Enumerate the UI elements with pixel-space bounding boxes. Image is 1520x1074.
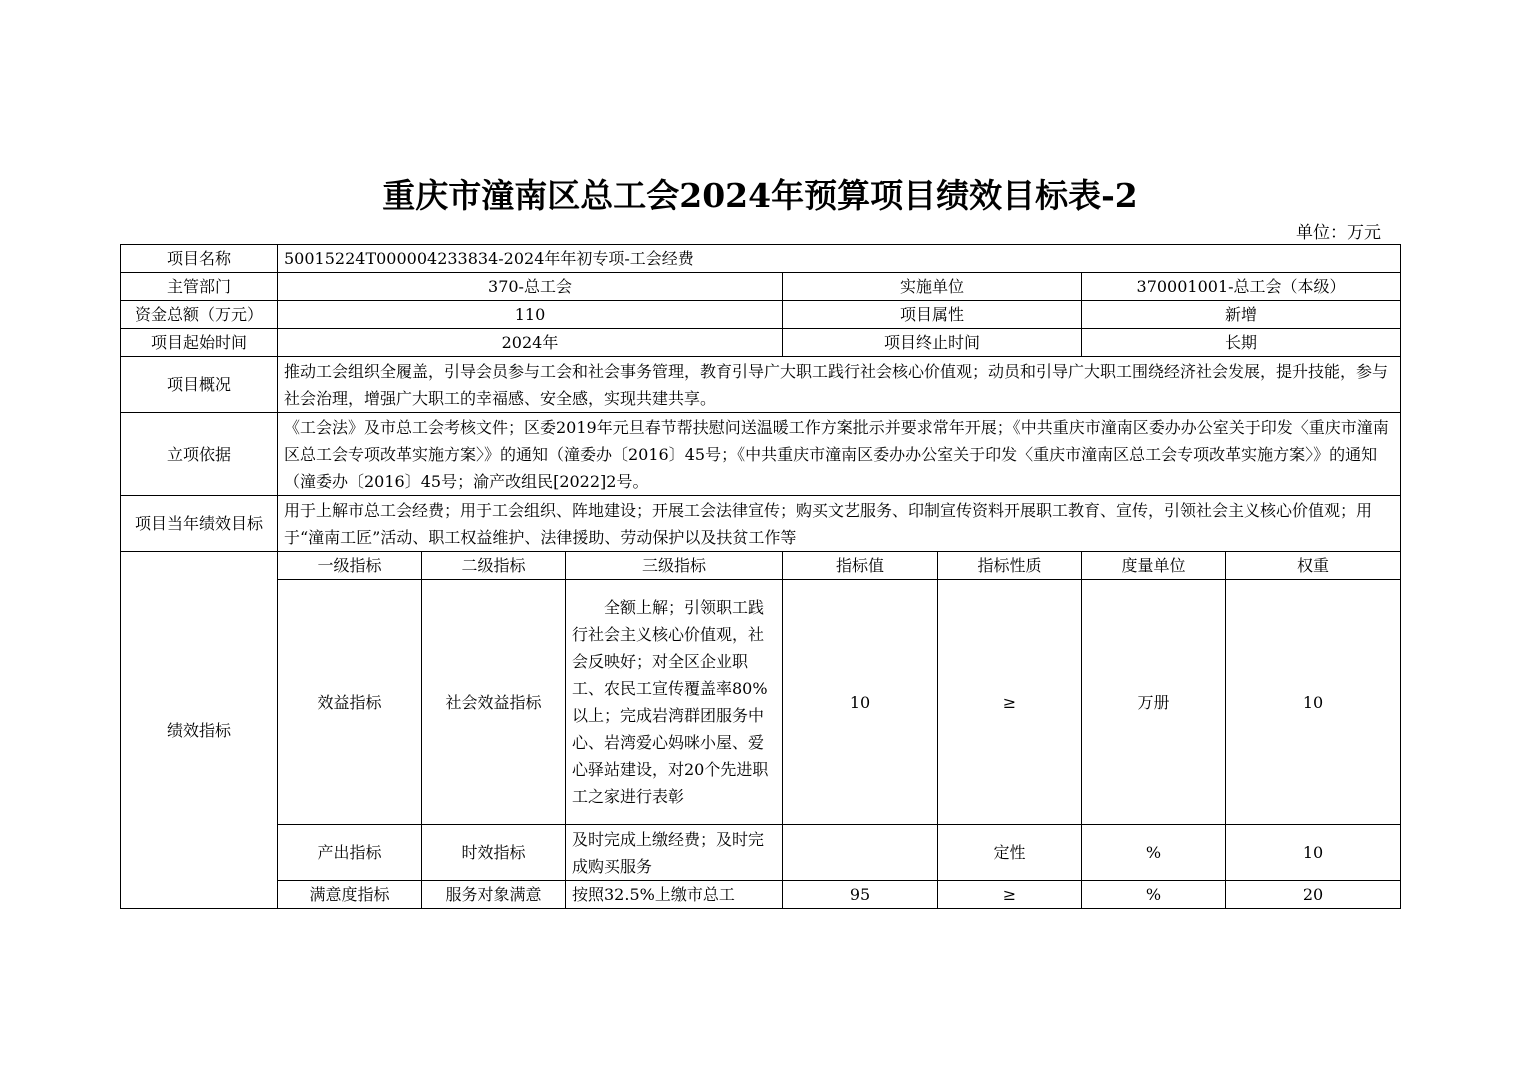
table-row [121, 580, 1401, 825]
row2-nature: 定性 [938, 825, 1082, 881]
goal-value: 用于上解市总工会经费；用于工会组织、阵地建设；开展工会法律宣传；购买文艺服务、印制宣传资料开展职工教育、宣传，引领社会主义核心价值观；用于“潼南工匠”活动、职工权益维护、法律援助、劳动保护以及扶贫工作等 [278, 496, 1401, 552]
goal-label: 项目当年绩效目标 [121, 496, 278, 552]
row1-level3: 全额上解；引领职工践行社会主义核心价值观，社会反映好；对全区企业职工、农民工宣传覆盖率80%以上；完成岩湾群团服务中心、岩湾爱心妈咪小屋、爱心驿站建设，对20个先进职工之家进行表彰 [566, 580, 783, 825]
attr-value: 新增 [1082, 301, 1401, 329]
basis-label: 立项依据 [121, 413, 278, 496]
basis-value: 《工会法》及市总工会考核文件；区委2019年元旦春节帮扶慰问送温暖工作方案批示并要求常年开展；《中共重庆市潼南区委办办公室关于印发〈重庆市潼南区总工会专项改革实施方案〉》的通知（潼委办〔2016〕45号；《中共重庆市潼南区委办办公室关于印发〈重庆市潼南区总工会专项改革实施方案〉》的通知（潼委办〔2016〕45号；渝产改组民[2022]2号。 [278, 413, 1401, 496]
row3-nature: ≥ [938, 881, 1082, 909]
row2-value [783, 825, 938, 881]
end-value: 长期 [1082, 329, 1401, 357]
attr-label: 项目属性 [783, 301, 1082, 329]
dept-value: 370-总工会 [278, 273, 783, 301]
project-name-label: 项目名称 [121, 245, 278, 273]
row2-unit: % [1082, 825, 1226, 881]
page-title: 重庆市潼南区总工会2024年预算项目绩效目标表-2 [382, 176, 1138, 215]
row2-level2: 时效指标 [422, 825, 566, 881]
table-row [121, 273, 1401, 301]
header-level3: 三级指标 [566, 552, 783, 580]
dept-label: 主管部门 [121, 273, 278, 301]
overview-value: 推动工会组织全履盖，引导会员参与工会和社会事务管理，教育引导广大职工践行社会核心价值观；动员和引导广大职工围绕经济社会发展，提升技能，参与社会治理，增强广大职工的幸福感、安全感，实现共建共享。 [278, 357, 1401, 413]
header-level2: 二级指标 [422, 552, 566, 580]
row1-level1: 效益指标 [278, 580, 422, 825]
row1-unit: 万册 [1082, 580, 1226, 825]
project-name-value: 50015224T000004233834-2024年年初专项-工会经费 [278, 245, 1401, 273]
table-row [121, 881, 1401, 909]
row1-level2: 社会效益指标 [422, 580, 566, 825]
end-label: 项目终止时间 [783, 329, 1082, 357]
header-unit: 度量单位 [1082, 552, 1226, 580]
header-value: 指标值 [783, 552, 938, 580]
impl-value: 370001001-总工会（本级） [1082, 273, 1401, 301]
performance-table [120, 244, 1401, 909]
row2-weight: 10 [1226, 825, 1401, 881]
table-row [121, 357, 1401, 413]
unit-label: 单位：万元 [1296, 223, 1381, 243]
metrics-section-label: 绩效指标 [121, 552, 278, 909]
table-row [121, 825, 1401, 881]
row3-value: 95 [783, 881, 938, 909]
row3-level2: 服务对象满意 [422, 881, 566, 909]
header-level1: 一级指标 [278, 552, 422, 580]
row1-value: 10 [783, 580, 938, 825]
row2-level1: 产出指标 [278, 825, 422, 881]
table-row [121, 245, 1401, 273]
row1-weight: 10 [1226, 580, 1401, 825]
start-label: 项目起始时间 [121, 329, 278, 357]
fund-value: 110 [278, 301, 783, 329]
row3-level3: 按照32.5%上缴市总工 [566, 881, 783, 909]
row3-unit: % [1082, 881, 1226, 909]
fund-label: 资金总额（万元） [121, 301, 278, 329]
header-nature: 指标性质 [938, 552, 1082, 580]
start-value: 2024年 [278, 329, 783, 357]
table-row [121, 329, 1401, 357]
row1-nature: ≥ [938, 580, 1082, 825]
impl-label: 实施单位 [783, 273, 1082, 301]
overview-label: 项目概况 [121, 357, 278, 413]
row2-level3: 及时完成上缴经费；及时完成购买服务 [566, 825, 783, 881]
table-row [121, 301, 1401, 329]
table-row [121, 413, 1401, 496]
table-row [121, 552, 1401, 580]
header-weight: 权重 [1226, 552, 1401, 580]
row3-weight: 20 [1226, 881, 1401, 909]
row3-level1: 满意度指标 [278, 881, 422, 909]
table-row [121, 496, 1401, 552]
